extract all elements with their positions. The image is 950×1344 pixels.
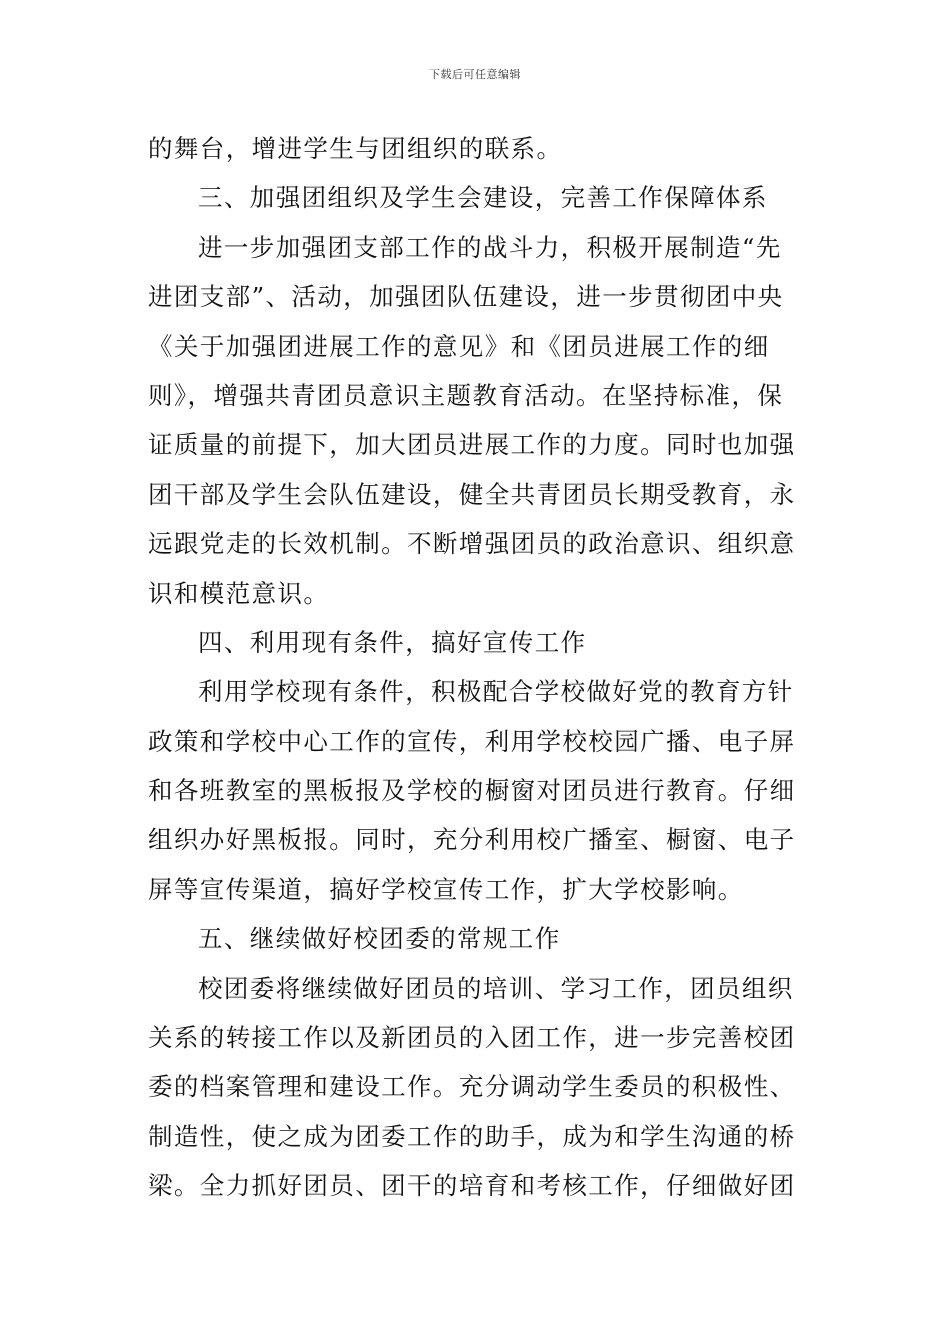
text-line: 远跟党走的长效机制。不断增强团员的政治意识、组织意 — [148, 529, 796, 559]
text-line: 屏等宣传渠道，搞好学校宣传工作，扩大学校影响。 — [148, 874, 744, 904]
document-body — [148, 124, 808, 1211]
text-line: 的舞台，增进学生与团组织的联系。 — [148, 134, 563, 163]
text-line: 组织办好黑板报。同时，充分利用校广播室、橱窗、电子 — [148, 825, 796, 855]
text-line: 利用学校现有条件，积极配合学校做好党的教育方针 — [198, 677, 794, 707]
text-line: 进团支部”、活动，加强团队伍建设，进一步贯彻团中央 — [148, 282, 784, 312]
text-line: 委的档案管理和建设工作。充分调动学生委员的积极性、 — [148, 1072, 796, 1102]
text-line: 校团委将继续做好团员的培训、学习工作，团员组织 — [198, 973, 794, 1003]
text-line: 团干部及学生会队伍建设，健全共青团员长期受教育，永 — [148, 479, 796, 509]
text-line: 则》，增强共青团员意识主题教育活动。在坚持标准，保 — [148, 380, 784, 410]
section-heading: 四、利用现有条件，搞好宣传工作 — [198, 627, 587, 657]
text-line: 证质量的前提下，加大团员进展工作的力度。同时也加强 — [148, 430, 796, 460]
text-line: 进一步加强团支部工作的战斗力，积极开展制造“先 — [198, 232, 782, 262]
text-line: 和各班教室的黑板报及学校的橱窗对团员进行教育。仔细 — [148, 776, 796, 806]
text-line: 关系的转接工作以及新团员的入团工作，进一步完善校团 — [148, 1023, 796, 1053]
section-heading: 五、继续做好校团委的常规工作 — [198, 924, 561, 954]
section-heading: 三、加强团组织及学生会建设，完善工作保障体系 — [198, 183, 768, 213]
text-line: 梁。全力抓好团员、团干的培育和考核工作，仔细做好团 — [148, 1171, 796, 1201]
text-line: 《关于加强团进展工作的意见》和《团员进展工作的细 — [148, 331, 770, 361]
text-line: 政策和学校中心工作的宣传，利用学校校园广播、电子屏 — [148, 726, 796, 756]
text-line: 识和模范意识。 — [148, 578, 330, 608]
page-header: 下载后可任意编辑 — [429, 68, 521, 81]
text-line: 制造性，使之成为团委工作的助手，成为和学生沟通的桥 — [148, 1121, 796, 1151]
